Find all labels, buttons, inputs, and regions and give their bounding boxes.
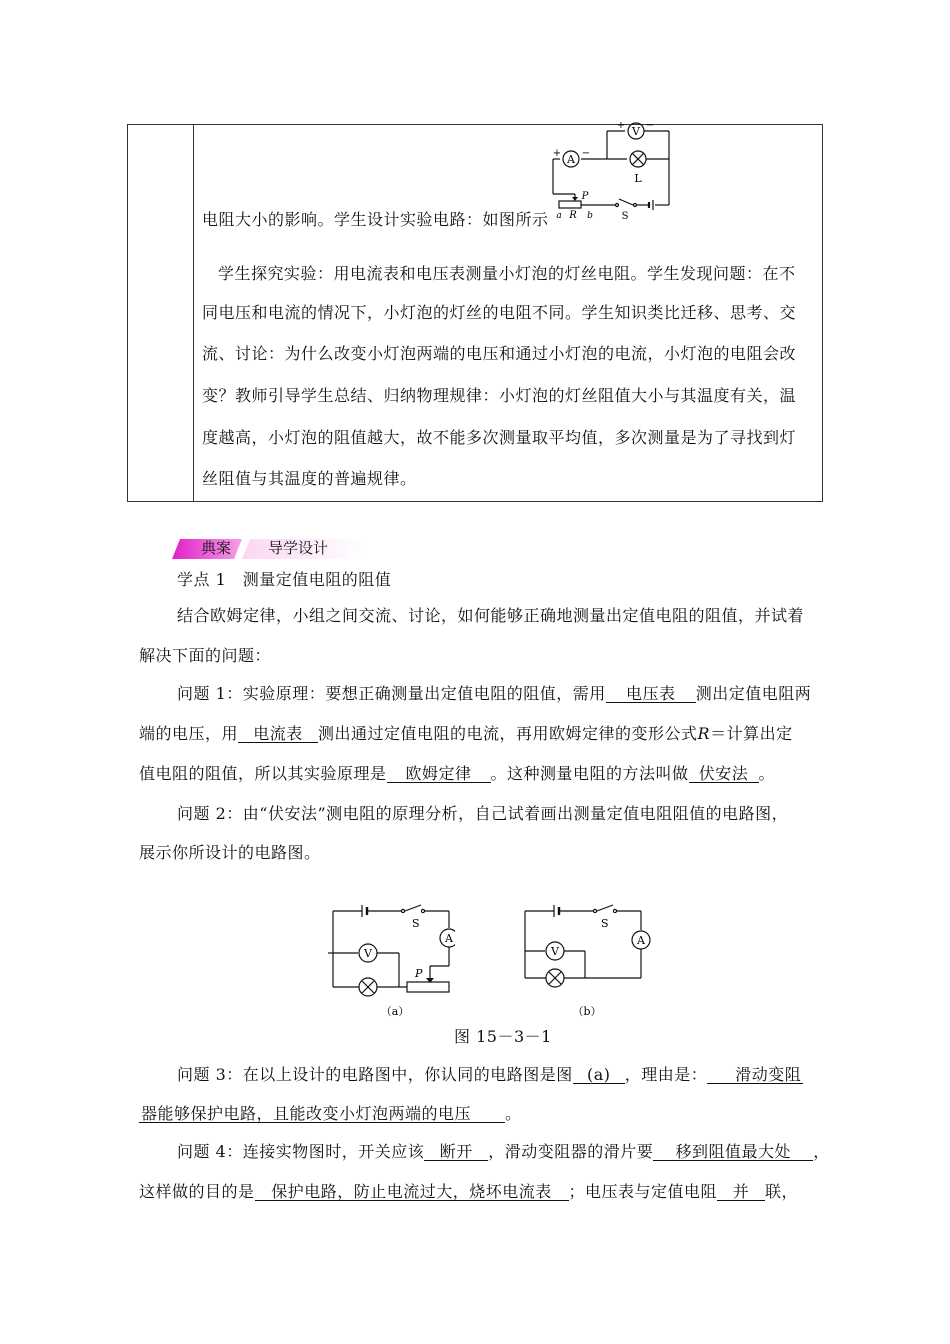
answer-blank: 滑动变阻 [707, 1066, 803, 1084]
answer-blank: 移到阻值最大处 [653, 1143, 813, 1161]
q1-line: 值电阻的阻值，所以其实验原理是 欧姆定律 。这种测量电阻的方法叫做 伏安法 。 [139, 764, 776, 783]
table-column-divider [193, 125, 194, 501]
svg-text:b: b [587, 211, 593, 221]
svg-text:S: S [412, 917, 420, 930]
table-line: 度越高，小灯泡的阻值越大，故不能多次测量取平均值，多次测量是为了寻找到灯 [202, 428, 797, 447]
banner-left-label: 典案 [201, 539, 232, 557]
table-line: 电阻大小的影响。学生设计实验电路：如图所示 [202, 210, 549, 229]
q4-line: 这样做的目的是 保护电路，防止电流过大，烧坏电流表 ；电压表与定值电阻 并 联， [139, 1182, 799, 1201]
answer-blank: 电压表 [606, 685, 696, 703]
table-line: 丝阻值与其温度的普遍规律。 [202, 469, 417, 488]
banner-right-label: 导学设计 [268, 539, 329, 557]
svg-text:+: + [552, 148, 562, 159]
circuit-diagram-b [517, 895, 652, 1025]
q4-line: 问题 4：连接实物图时，开关应该 断开 ，滑动变阻器的滑片要 移到阻值最大处 ， [177, 1142, 830, 1161]
svg-text:A: A [567, 153, 575, 166]
answer-blank: 器能够保护电路，且能改变小灯泡两端的电压 [139, 1105, 505, 1123]
table-line: 学生探究实验：用电流表和电压表测量小灯泡的灯丝电阻。学生发现问题：在不 [218, 264, 796, 283]
table-line: 同电压和电流的情况下，小灯泡的灯丝的电阻不同。学生知识类比迁移、思考、交 [202, 303, 797, 322]
q1-line: 问题 1：实验原理：要想正确测量出定值电阻的阻值，需用 电压表 测出定值电阻两 [177, 684, 812, 703]
svg-text:A: A [637, 934, 645, 947]
svg-text:S: S [601, 917, 609, 930]
svg-text:V: V [632, 125, 640, 138]
circuit-diagram-a [325, 895, 455, 1025]
svg-text:R: R [569, 210, 577, 221]
answer-blank: 断开 [424, 1143, 488, 1161]
figure-caption: 图 15－3－1 [454, 1027, 552, 1046]
answer-blank: 欧姆定律 [387, 765, 491, 783]
svg-text:A: A [445, 932, 453, 945]
svg-text:V: V [364, 947, 372, 960]
svg-text:−: − [581, 148, 591, 159]
svg-text:S: S [621, 211, 629, 222]
table-line: 变？教师引导学生总结、归纳物理规律：小灯泡的灯丝阻值大小与其温度有关，温 [202, 386, 797, 405]
svg-text:（b）: （b） [572, 1005, 602, 1018]
q1-line: 端的电压，用 电流表 测出通过定值电阻的电流，再用欧姆定律的变形公式R＝计算出定 [139, 724, 793, 743]
intro-line: 结合欧姆定律，小组之间交流、讨论，如何能够正确地测量出定值电阻的阻值，并试着 [177, 606, 805, 625]
answer-blank: (a) [573, 1066, 625, 1084]
section-title: 学点 1 测量定值电阻的阻值 [177, 570, 392, 589]
answer-blank: 保护电路，防止电流过大，烧坏电流表 [255, 1183, 569, 1201]
svg-text:（a）: （a） [380, 1005, 410, 1018]
circuit-diagram-lamp [545, 122, 675, 222]
q3-line: 问题 3：在以上设计的电路图中，你认同的电路图是图 (a) ，理由是： 滑动变阻 [177, 1065, 802, 1084]
q2-line: 展示你所设计的电路图。 [139, 843, 321, 862]
svg-text:a: a [556, 211, 562, 221]
svg-text:L: L [634, 172, 642, 185]
svg-text:−: − [645, 122, 655, 131]
answer-blank: 电流表 [238, 725, 318, 743]
svg-text:V: V [551, 945, 559, 958]
answer-blank: 伏安法 [689, 765, 759, 783]
answer-blank: 并 [717, 1183, 765, 1201]
q3-line: 器能够保护电路，且能改变小灯泡两端的电压 。 [141, 1104, 522, 1123]
svg-text:P: P [415, 967, 423, 980]
svg-text:+: + [616, 122, 626, 131]
table-line: 流、讨论：为什么改变小灯泡两端的电压和通过小灯泡的电流，小灯泡的电阻会改 [202, 344, 797, 363]
intro-line: 解决下面的问题： [139, 646, 272, 665]
svg-text:P: P [581, 191, 589, 202]
q2-line: 问题 2：由“伏安法”测电阻的原理分析，自己试着画出测量定值电阻阻值的电路图， [177, 804, 789, 823]
